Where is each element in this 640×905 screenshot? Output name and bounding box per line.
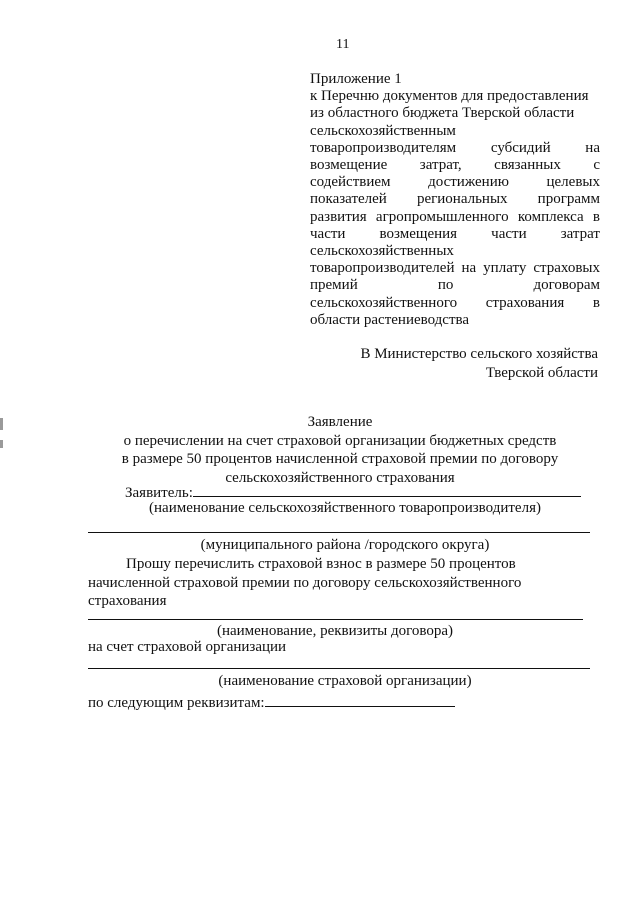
appendix-line: возмещение затрат, связанных с xyxy=(310,157,600,174)
appendix-line: товаропроизводителей на уплату страховых xyxy=(310,260,600,277)
account-label: на счет страховой организации xyxy=(88,639,287,655)
title-line: о перечислении на счет страховой организации бюджетных средств xyxy=(123,432,557,449)
details-label: по следующим реквизитам: xyxy=(88,695,265,711)
appendix-line: сельскохозяйственных xyxy=(310,243,454,260)
request-line: страхования xyxy=(88,593,167,609)
appendix-line: развития агропромышленного комплекса в xyxy=(310,208,600,225)
details-row xyxy=(88,692,455,712)
appendix-line: из областного бюджета Тверской области xyxy=(310,105,575,122)
appendix-line: области растениеводства xyxy=(310,311,470,328)
insurer-field[interactable] xyxy=(88,668,590,669)
contract-caption: (наименование, реквизиты договора) xyxy=(216,623,454,639)
addressee-ministry: В Министерство сельского хозяйства xyxy=(360,346,598,362)
applicant-row xyxy=(125,482,581,502)
appendix-line: к Перечню документов для предоставления xyxy=(310,88,589,105)
addressee-region: Тверской области xyxy=(485,365,598,381)
title-line: сельскохозяйственного страхования xyxy=(225,469,455,486)
appendix-line: сельскохозяйственного страхования в xyxy=(310,294,600,311)
appendix-line: товаропроизводителям субсидий на xyxy=(310,139,600,156)
scan-margin-mark xyxy=(0,418,3,430)
appendix-line: содействием достижению целевых xyxy=(310,174,600,191)
appendix-line: части возмещения части затрат xyxy=(310,225,600,242)
appendix-line: показателей региональных программ xyxy=(310,191,600,208)
request-paragraph xyxy=(88,555,588,611)
request-line: начисленной страховой премии по договору сельскохозяйственного xyxy=(88,574,522,591)
appendix-block xyxy=(310,71,600,329)
page-number: 11 xyxy=(336,37,350,52)
applicant-label: Заявитель: xyxy=(125,485,193,501)
appendix-heading: Приложение 1 xyxy=(310,71,402,87)
request-line: Прошу перечислить страховой взнос в размере 50 процентов xyxy=(126,556,516,572)
applicant-name-field[interactable] xyxy=(193,482,581,497)
district-caption: (муниципального района /городского округа) xyxy=(200,537,490,553)
appendix-line: премий по договорам xyxy=(310,277,600,294)
document-title xyxy=(90,413,590,487)
title-heading: Заявление xyxy=(307,414,373,430)
contract-field[interactable] xyxy=(88,619,583,620)
addressee-block xyxy=(300,345,598,383)
appendix-line: сельскохозяйственным xyxy=(310,122,456,139)
title-line: в размере 50 процентов начисленной страховой премии по договору xyxy=(121,451,559,467)
district-field[interactable] xyxy=(88,532,590,533)
insurer-caption: (наименование страховой организации) xyxy=(218,673,472,689)
details-field[interactable] xyxy=(265,692,455,707)
applicant-caption: (наименование сельскохозяйственного товаропроизводителя) xyxy=(149,500,541,516)
scan-margin-mark xyxy=(0,440,3,448)
